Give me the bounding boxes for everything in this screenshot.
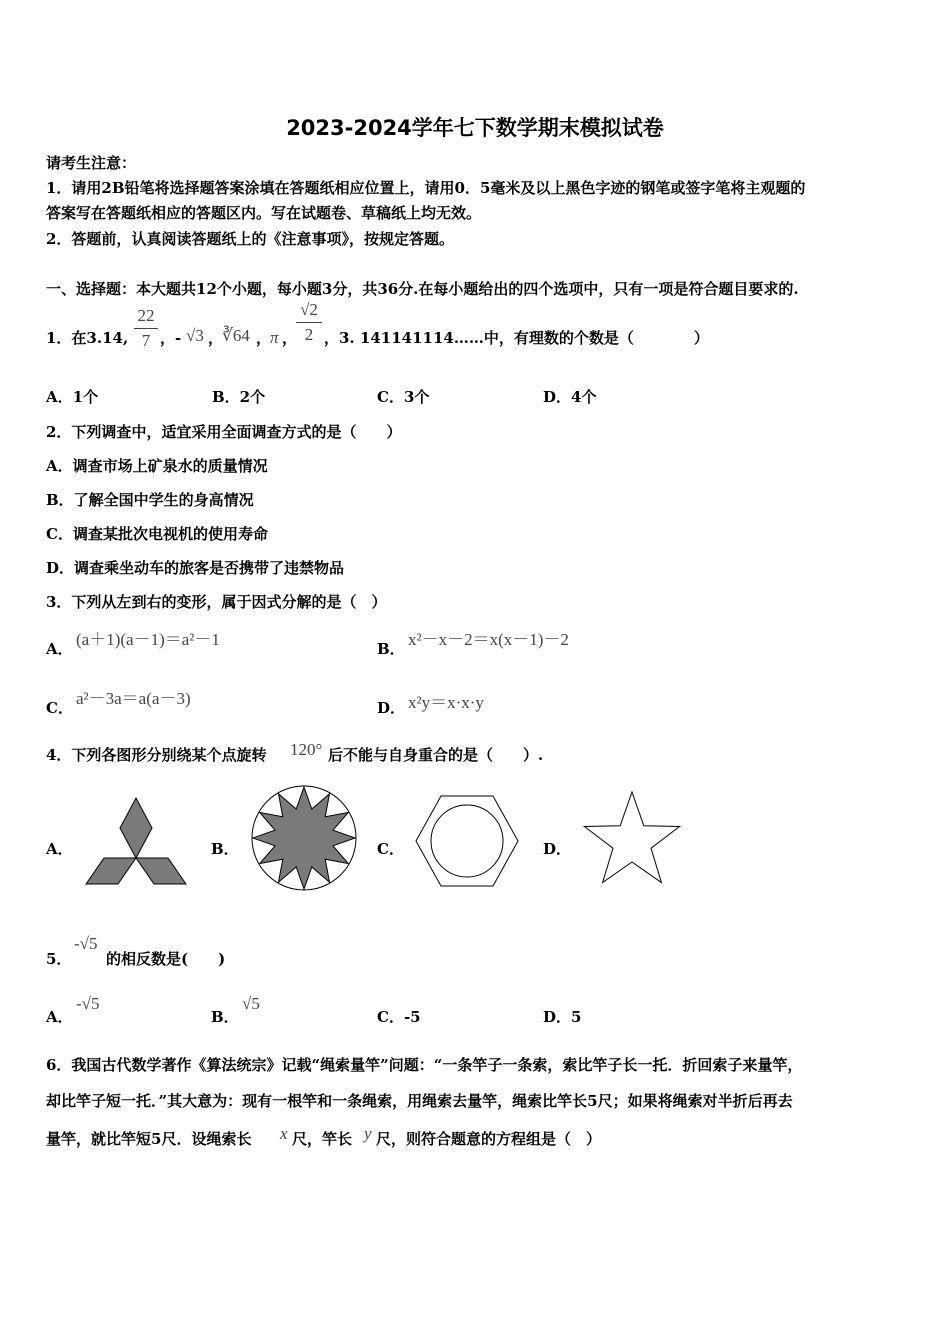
twelve-point-star (253, 787, 355, 889)
q4-label-b: B． (211, 840, 239, 858)
q1-sep-1: ，- (160, 329, 182, 347)
rhombus-top (120, 798, 152, 858)
q4-stem-a: 4．下列各图形分别绕某个点旋转 (46, 746, 267, 764)
q2-option-a: A．调查市场上矿泉水的质量情况 (46, 457, 268, 475)
q3-label-a: A． (46, 640, 73, 658)
q3-expr-c: a²－3a＝a(a－3) (76, 689, 191, 708)
q6-line-1: 6．我国古代数学著作《算法统宗》记载“绳索量竿”问题：“一条竿子一条索，索比竿子长一托．折回索子来量竿， (46, 1056, 803, 1074)
q4-figure-a-three-rhombi (84, 794, 188, 890)
q3-expr-a: (a＋1)(a－1)＝a²－1 (76, 630, 220, 649)
q1-option-c: C．3个 (377, 388, 430, 406)
q1-pi: π (270, 328, 279, 347)
q5-label-a: A． (46, 1008, 73, 1026)
q5-label-b: B． (211, 1008, 239, 1026)
q4-figure-b-star-in-circle (248, 782, 360, 894)
q5-expr-a: -√5 (76, 994, 100, 1013)
q5-number: 5． (46, 950, 72, 968)
q6-line-3a: 量竿，就比竿短5尺．设绳索长 (46, 1130, 252, 1148)
five-point-star (584, 792, 679, 883)
q4-label-a: A． (46, 840, 73, 858)
q5-option-c: C．-5 (377, 1008, 421, 1026)
q5-option-d: D．5 (543, 1008, 582, 1026)
q2-option-b: B．了解全国中学生的身高情况 (46, 491, 254, 509)
q6-var-y: y (364, 1124, 372, 1143)
fraction-bar (134, 328, 158, 329)
q1-sep-3: ， (256, 329, 272, 347)
q1-prefix: 1．在3.14, (46, 329, 129, 347)
q5-expr: -√5 (74, 934, 98, 953)
q1-option-a: A．1个 (46, 388, 99, 406)
q3-label-d: D． (377, 699, 406, 717)
q6-var-x: x (280, 1124, 288, 1143)
notice-heading: 请考生注意： (46, 154, 137, 172)
notice-line-2: 2．答题前，认真阅读答题纸上的《注意事项》，按规定答题。 (46, 230, 454, 248)
q1-fraction-22-7 (134, 306, 158, 351)
q6-line-3b: 尺，竿长 (292, 1130, 353, 1148)
q3-expr-d: x²y＝x·x·y (408, 693, 484, 712)
q2-stem: 2．下列调查中，适宜采用全面调查方式的是（ ） (46, 423, 402, 441)
q2-option-c: C．调查某批次电视机的使用寿命 (46, 525, 268, 543)
q6-line-2: 却比竿子短一托．”其大意为：现有一根竿和一条绳索，用绳索去量竿，绳索比竿长5尺；如果将绳索对半折后再去 (46, 1092, 793, 1110)
q4-label-d: D． (543, 840, 572, 858)
q1-sep-4: ， (282, 329, 298, 347)
q1-fraction-sqrt2-2 (296, 300, 322, 345)
q1-frac2-denominator: 2 (304, 325, 314, 344)
fraction-bar (296, 322, 322, 323)
q3-label-c: C． (46, 699, 73, 717)
page-title: 2023-2024学年七下数学期末模拟试卷 (286, 116, 664, 140)
q3-stem: 3．下列从左到右的变形，属于因式分解的是（ ） (46, 593, 387, 611)
q1-frac2-numerator: √2 (300, 300, 318, 319)
section-heading: 一、选择题：本大题共12个小题，每小题3分，共36分.在每小题给出的四个选项中，只有一项是符合题目要求的. (46, 280, 799, 298)
q2-option-d: D．调查乘坐动车的旅客是否携带了违禁物品 (46, 559, 345, 577)
rhombus-left (86, 858, 136, 884)
notice-line-1b: 答案写在答题纸相应的答题区内。写在试题卷、草稿纸上均无效。 (46, 204, 482, 222)
q4-stem-b: 后不能与自身重合的是（ ）. (328, 746, 544, 764)
q1-option-d: D．4个 (543, 388, 597, 406)
inner-circle (431, 805, 503, 877)
q6-line-3c: 尺，则符合题意的方程组是（ ） (376, 1130, 602, 1148)
q1-frac1-numerator: 22 (137, 306, 155, 325)
q1-cbrt64: ∛64 (222, 326, 250, 345)
q1-frac1-denominator: 7 (141, 331, 151, 350)
q5-expr-b: √5 (242, 994, 260, 1013)
q4-label-c: C． (377, 840, 404, 858)
q1-sep-2: ， (208, 329, 224, 347)
notice-line-1a: 1．请用2B铅笔将选择题答案涂填在答题纸相应位置上，请用0．5毫米及以上黑色字迹的钢笔或签字笔将主观题的 (46, 179, 806, 197)
q3-expr-b: x²－x－2＝x(x－1)－2 (408, 630, 569, 649)
q1-sqrt3: √3 (186, 326, 204, 345)
q4-angle: 120° (290, 740, 323, 759)
q4-figure-d-five-point-star (580, 786, 684, 888)
q3-label-b: B． (377, 640, 405, 658)
rhombus-right (136, 858, 186, 884)
q1-suffix: ，3. 141141114……中，有理数的个数是（ ） (324, 329, 709, 347)
q5-stem: 的相反数是( ) (106, 950, 226, 968)
q4-figure-c-hexagon-circle (414, 794, 520, 888)
q1-option-b: B．2个 (212, 388, 266, 406)
